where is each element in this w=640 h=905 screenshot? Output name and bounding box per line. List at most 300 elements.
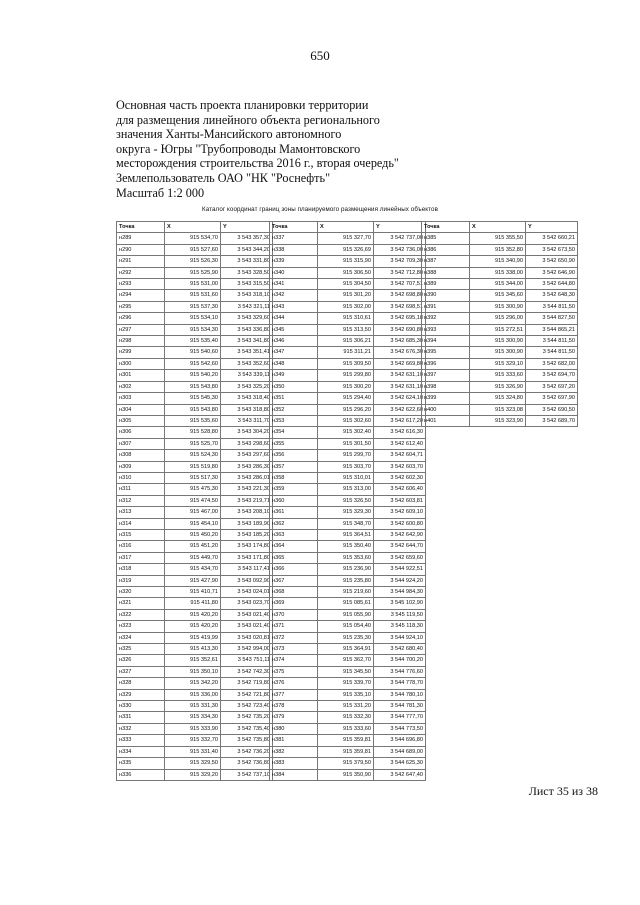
- x-cell: 915 304,50: [318, 279, 374, 290]
- point-cell: н295: [117, 301, 165, 312]
- point-cell: н342: [270, 290, 318, 301]
- table-row: [117, 450, 273, 461]
- x-cell: 915 540,60: [165, 347, 221, 358]
- table-row: [270, 712, 426, 723]
- x-cell: 915 235,80: [318, 575, 374, 586]
- point-cell: н316: [117, 541, 165, 552]
- y-cell: 3 542 712,80: [374, 267, 426, 278]
- table-row: [117, 655, 273, 666]
- table-row: [117, 518, 273, 529]
- x-cell: 915 299,80: [318, 370, 374, 381]
- x-cell: 915 419,99: [165, 632, 221, 643]
- table-row: [270, 301, 426, 312]
- table-row: [270, 575, 426, 586]
- table-row: [422, 415, 578, 426]
- point-cell: н378: [270, 701, 318, 712]
- x-cell: 915 342,20: [165, 678, 221, 689]
- y-cell: 3 542 690,80: [374, 324, 426, 335]
- x-cell: 915 525,90: [165, 267, 221, 278]
- y-cell: 3 544 781,30: [374, 701, 426, 712]
- point-cell: н306: [117, 427, 165, 438]
- y-cell: 3 542 624,10: [374, 393, 426, 404]
- y-cell: 3 543 341,80: [221, 336, 273, 347]
- y-cell: 3 542 659,60: [374, 552, 426, 563]
- table-row: [422, 256, 578, 267]
- table-row: [270, 621, 426, 632]
- table-row: [270, 666, 426, 677]
- table-row: [270, 507, 426, 518]
- table-header-row: [422, 222, 578, 233]
- sheet-number: Лист 35 из 38: [528, 784, 598, 798]
- table-row: [270, 381, 426, 392]
- x-cell: 915 313,00: [318, 484, 374, 495]
- x-cell: 915 296,20: [318, 404, 374, 415]
- table-row: [422, 347, 578, 358]
- table-row: [117, 758, 273, 769]
- point-cell: н323: [117, 621, 165, 632]
- y-cell: 3 542 697,20: [526, 381, 578, 392]
- y-cell: 3 543 318,80: [221, 404, 273, 415]
- point-cell: н397: [422, 370, 470, 381]
- x-cell: 915 474,50: [165, 495, 221, 506]
- x-cell: 915 326,90: [470, 381, 526, 392]
- x-cell: 915 345,60: [470, 290, 526, 301]
- point-cell: н297: [117, 324, 165, 335]
- x-cell: 915 526,30: [165, 256, 221, 267]
- table-row: [270, 495, 426, 506]
- point-cell: н395: [422, 347, 470, 358]
- coordinates-table-2: [269, 221, 426, 781]
- point-cell: н341: [270, 279, 318, 290]
- y-cell: 3 542 697,90: [526, 393, 578, 404]
- table-row: [270, 450, 426, 461]
- header-line: Основная часть проекта планировки территории: [116, 98, 369, 112]
- x-cell: 915 332,70: [165, 735, 221, 746]
- y-cell: 3 543 208,10: [221, 507, 273, 518]
- header-line: Землепользователь ОАО "НК "Роснефть": [116, 170, 331, 185]
- point-cell: н363: [270, 529, 318, 540]
- point-cell: н315: [117, 529, 165, 540]
- x-cell: 915 362,70: [318, 655, 374, 666]
- point-cell: н309: [117, 461, 165, 472]
- table-row: [117, 324, 273, 335]
- x-cell: 915 535,40: [165, 336, 221, 347]
- x-cell: 915 311,21: [318, 347, 374, 358]
- point-cell: н390: [422, 290, 470, 301]
- y-cell: 3 542 631,10: [374, 381, 426, 392]
- table-row: [270, 529, 426, 540]
- x-cell: 915 353,60: [318, 552, 374, 563]
- point-cell: н355: [270, 438, 318, 449]
- table-row: [270, 461, 426, 472]
- y-cell: 3 543 344,20: [221, 244, 273, 255]
- point-cell: н347: [270, 347, 318, 358]
- y-cell: 3 542 603,70: [374, 461, 426, 472]
- x-cell: 915 467,00: [165, 507, 221, 518]
- table-row: [117, 587, 273, 598]
- y-cell: 3 542 631,10: [374, 370, 426, 381]
- y-cell: 3 544 776,60: [374, 666, 426, 677]
- x-cell: 915 333,90: [165, 723, 221, 734]
- table-row: [270, 267, 426, 278]
- x-cell: 915 339,70: [318, 678, 374, 689]
- y-cell: 3 542 736,20: [221, 746, 273, 757]
- x-cell: 915 085,61: [318, 598, 374, 609]
- y-cell: 3 542 689,70: [526, 415, 578, 426]
- x-cell: 915 331,40: [165, 746, 221, 757]
- y-cell: 3 543 221,30: [221, 484, 273, 495]
- x-cell: 915 524,30: [165, 450, 221, 461]
- y-cell: 3 542 644,70: [374, 541, 426, 552]
- x-cell: 915 475,30: [165, 484, 221, 495]
- table-row: [270, 415, 426, 426]
- x-cell: 915 329,10: [470, 358, 526, 369]
- x-cell: 915 359,81: [318, 746, 374, 757]
- y-cell: 3 544 625,30: [374, 758, 426, 769]
- point-cell: н384: [270, 769, 318, 780]
- x-cell: 915 329,20: [165, 769, 221, 780]
- x-cell: 915 379,50: [318, 758, 374, 769]
- table-row: [270, 564, 426, 575]
- y-cell: 3 544 689,00: [374, 746, 426, 757]
- x-cell: 915 294,40: [318, 393, 374, 404]
- y-cell: 3 545 119,50: [374, 609, 426, 620]
- x-cell: 915 315,90: [318, 256, 374, 267]
- x-cell: 915 302,00: [318, 301, 374, 312]
- y-cell: 3 544 777,70: [374, 712, 426, 723]
- point-cell: н377: [270, 689, 318, 700]
- point-cell: н360: [270, 495, 318, 506]
- x-cell: 915 324,80: [470, 393, 526, 404]
- y-cell: 3 542 719,80: [221, 678, 273, 689]
- y-cell: 3 544 773,50: [374, 723, 426, 734]
- point-cell: н391: [422, 301, 470, 312]
- table-row: [270, 541, 426, 552]
- x-cell: 915 364,91: [318, 644, 374, 655]
- x-cell: 915 540,20: [165, 370, 221, 381]
- x-cell: 915 313,50: [318, 324, 374, 335]
- table-row: [270, 244, 426, 255]
- table-row: [422, 233, 578, 244]
- table-row: [117, 336, 273, 347]
- table-row: [270, 746, 426, 757]
- table-row: [117, 678, 273, 689]
- x-cell: 915 332,30: [318, 712, 374, 723]
- table-row: [117, 358, 273, 369]
- y-cell: 3 543 329,60: [221, 313, 273, 324]
- x-cell: 915 333,60: [318, 723, 374, 734]
- table-row: [270, 484, 426, 495]
- table-header-row: [270, 222, 426, 233]
- table-row: [422, 370, 578, 381]
- y-cell: 3 542 694,70: [526, 370, 578, 381]
- point-cell: н327: [117, 666, 165, 677]
- header-line: округа - Югры "Трубопроводы Мамонтовского: [116, 141, 361, 156]
- y-cell: 3 542 676,30: [374, 347, 426, 358]
- table-row: [270, 472, 426, 483]
- point-cell: н388: [422, 267, 470, 278]
- x-cell: 915 301,50: [318, 438, 374, 449]
- y-cell: 3 542 698,51: [374, 301, 426, 312]
- point-cell: н290: [117, 244, 165, 255]
- point-cell: н339: [270, 256, 318, 267]
- point-cell: н334: [117, 746, 165, 757]
- table-row: [117, 427, 273, 438]
- table-row: [422, 279, 578, 290]
- x-cell: 915 336,00: [165, 689, 221, 700]
- point-cell: н330: [117, 701, 165, 712]
- point-cell: н362: [270, 518, 318, 529]
- point-cell: н382: [270, 746, 318, 757]
- point-cell: н379: [270, 712, 318, 723]
- table-row: [270, 655, 426, 666]
- point-cell: н349: [270, 370, 318, 381]
- y-cell: 3 542 603,81: [374, 495, 426, 506]
- point-cell: н314: [117, 518, 165, 529]
- table-row: [270, 701, 426, 712]
- x-cell: 915 272,51: [470, 324, 526, 335]
- table-row: [270, 336, 426, 347]
- table-row: [270, 324, 426, 335]
- x-cell: 915 335,10: [318, 689, 374, 700]
- x-cell: 915 413,30: [165, 644, 221, 655]
- table-row: [422, 381, 578, 392]
- x-cell: 915 348,70: [318, 518, 374, 529]
- point-cell: н313: [117, 507, 165, 518]
- table-row: [117, 689, 273, 700]
- x-cell: 915 352,61: [165, 655, 221, 666]
- y-cell: 3 544 780,10: [374, 689, 426, 700]
- point-cell: н302: [117, 381, 165, 392]
- point-cell: н345: [270, 324, 318, 335]
- coordinates-table-1: [116, 221, 273, 781]
- point-cell: н343: [270, 301, 318, 312]
- point-cell: н356: [270, 450, 318, 461]
- table-row: [117, 381, 273, 392]
- point-cell: н304: [117, 404, 165, 415]
- table-row: [117, 552, 273, 563]
- x-cell: 915 331,30: [165, 701, 221, 712]
- y-cell: 3 542 669,80: [374, 358, 426, 369]
- table-row: [270, 256, 426, 267]
- point-cell: н291: [117, 256, 165, 267]
- y-cell: 3 542 647,40: [374, 769, 426, 780]
- y-cell: 3 542 644,80: [526, 279, 578, 290]
- x-cell: 915 300,90: [470, 347, 526, 358]
- table-row: [117, 267, 273, 278]
- table-row: [117, 256, 273, 267]
- x-cell: 915 334,30: [165, 712, 221, 723]
- point-cell: н354: [270, 427, 318, 438]
- point-cell: н398: [422, 381, 470, 392]
- x-cell: 915 542,60: [165, 358, 221, 369]
- y-cell: 3 542 736,80: [221, 758, 273, 769]
- x-cell: 915 517,30: [165, 472, 221, 483]
- table-row: [422, 324, 578, 335]
- y-cell: 3 543 117,41: [221, 564, 273, 575]
- point-cell: н369: [270, 598, 318, 609]
- x-cell: 915 323,08: [470, 404, 526, 415]
- point-cell: н320: [117, 587, 165, 598]
- y-cell: 3 543 286,01: [221, 472, 273, 483]
- y-cell: 3 542 673,50: [526, 244, 578, 255]
- point-cell: н338: [270, 244, 318, 255]
- y-cell: 3 543 021,40: [221, 609, 273, 620]
- point-cell: н308: [117, 450, 165, 461]
- point-cell: н387: [422, 256, 470, 267]
- y-cell: 3 542 600,80: [374, 518, 426, 529]
- point-cell: н296: [117, 313, 165, 324]
- x-cell: 915 338,00: [470, 267, 526, 278]
- x-cell: 915 340,90: [470, 256, 526, 267]
- column-header: Точка: [422, 222, 470, 233]
- x-cell: 915 534,10: [165, 313, 221, 324]
- point-cell: н373: [270, 644, 318, 655]
- table-row: [270, 723, 426, 734]
- point-cell: н307: [117, 438, 165, 449]
- x-cell: 915 329,50: [165, 758, 221, 769]
- column-header: Y: [221, 222, 273, 233]
- y-cell: 3 542 742,30: [221, 666, 273, 677]
- table-row: [270, 233, 426, 244]
- y-cell: 3 544 811,50: [526, 301, 578, 312]
- x-cell: 915 306,21: [318, 336, 374, 347]
- point-cell: н317: [117, 552, 165, 563]
- table-row: [117, 404, 273, 415]
- point-cell: н303: [117, 393, 165, 404]
- table-row: [117, 233, 273, 244]
- table-row: [117, 609, 273, 620]
- x-cell: 915 420,20: [165, 621, 221, 632]
- point-cell: н322: [117, 609, 165, 620]
- point-cell: н365: [270, 552, 318, 563]
- table-row: [117, 484, 273, 495]
- y-cell: 3 542 642,90: [374, 529, 426, 540]
- point-cell: н318: [117, 564, 165, 575]
- table-row: [270, 347, 426, 358]
- y-cell: 3 543 328,50: [221, 267, 273, 278]
- table-row: [270, 438, 426, 449]
- y-cell: 3 542 604,71: [374, 450, 426, 461]
- y-cell: 3 542 735,20: [221, 712, 273, 723]
- point-cell: н312: [117, 495, 165, 506]
- y-cell: 3 543 219,71: [221, 495, 273, 506]
- point-cell: н348: [270, 358, 318, 369]
- x-cell: 915 534,70: [165, 233, 221, 244]
- y-cell: 3 543 189,90: [221, 518, 273, 529]
- point-cell: н299: [117, 347, 165, 358]
- x-cell: 915 299,70: [318, 450, 374, 461]
- point-cell: н370: [270, 609, 318, 620]
- point-cell: н321: [117, 598, 165, 609]
- x-cell: 915 326,69: [318, 244, 374, 255]
- table-row: [270, 644, 426, 655]
- x-cell: 915 054,40: [318, 621, 374, 632]
- column-header: Точка: [117, 222, 165, 233]
- point-cell: н385: [422, 233, 470, 244]
- point-cell: н352: [270, 404, 318, 415]
- table-row: [270, 427, 426, 438]
- x-cell: 915 450,20: [165, 529, 221, 540]
- column-header: Точка: [270, 222, 318, 233]
- table-row: [270, 598, 426, 609]
- y-cell: 3 543 339,11: [221, 370, 273, 381]
- x-cell: 915 534,30: [165, 324, 221, 335]
- y-cell: 3 543 336,80: [221, 324, 273, 335]
- x-cell: 915 345,50: [318, 666, 374, 677]
- table-row: [117, 575, 273, 586]
- y-cell: 3 542 695,18: [374, 313, 426, 324]
- y-cell: 3 544 924,20: [374, 575, 426, 586]
- point-cell: н333: [117, 735, 165, 746]
- header-line: Масштаб 1:2 000: [116, 185, 205, 200]
- y-cell: 3 542 660,21: [526, 233, 578, 244]
- x-cell: 915 309,50: [318, 358, 374, 369]
- x-cell: 915 519,80: [165, 461, 221, 472]
- point-cell: н331: [117, 712, 165, 723]
- point-cell: н332: [117, 723, 165, 734]
- table-row: [270, 587, 426, 598]
- y-cell: 3 542 737,10: [221, 769, 273, 780]
- x-cell: 915 302,40: [318, 427, 374, 438]
- column-header: X: [318, 222, 374, 233]
- x-cell: 915 410,71: [165, 587, 221, 598]
- table-row: [270, 313, 426, 324]
- table-row: [117, 712, 273, 723]
- y-cell: 3 542 698,80: [374, 290, 426, 301]
- point-cell: н337: [270, 233, 318, 244]
- x-cell: 915 527,60: [165, 244, 221, 255]
- table-row: [117, 461, 273, 472]
- point-cell: н344: [270, 313, 318, 324]
- point-cell: н386: [422, 244, 470, 255]
- point-cell: н368: [270, 587, 318, 598]
- table-row: [422, 301, 578, 312]
- x-cell: 915 535,60: [165, 415, 221, 426]
- y-cell: 3 544 865,21: [526, 324, 578, 335]
- point-cell: н372: [270, 632, 318, 643]
- x-cell: 915 525,70: [165, 438, 221, 449]
- x-cell: 915 310,01: [318, 472, 374, 483]
- table-row: [117, 541, 273, 552]
- y-cell: 3 545 118,30: [374, 621, 426, 632]
- point-cell: н400: [422, 404, 470, 415]
- x-cell: 915 306,50: [318, 267, 374, 278]
- x-cell: 915 219,60: [318, 587, 374, 598]
- y-cell: 3 543 331,80: [221, 256, 273, 267]
- table-row: [270, 689, 426, 700]
- x-cell: 915 350,10: [165, 666, 221, 677]
- point-cell: н335: [117, 758, 165, 769]
- x-cell: 915 454,10: [165, 518, 221, 529]
- header-line: значения Ханты-Мансийского автономного: [116, 127, 342, 142]
- x-cell: 915 326,50: [318, 495, 374, 506]
- point-cell: н399: [422, 393, 470, 404]
- point-cell: н300: [117, 358, 165, 369]
- point-cell: н361: [270, 507, 318, 518]
- point-cell: н359: [270, 484, 318, 495]
- table-row: [422, 290, 578, 301]
- y-cell: 3 542 602,30: [374, 472, 426, 483]
- y-cell: 3 543 298,60: [221, 438, 273, 449]
- x-cell: 915 451,20: [165, 541, 221, 552]
- point-cell: н310: [117, 472, 165, 483]
- y-cell: 3 543 020,81: [221, 632, 273, 643]
- table-row: [117, 347, 273, 358]
- header-line: для размещения линейного объекта регионального: [116, 112, 380, 127]
- table-row: [270, 552, 426, 563]
- y-cell: 3 542 994,00: [221, 644, 273, 655]
